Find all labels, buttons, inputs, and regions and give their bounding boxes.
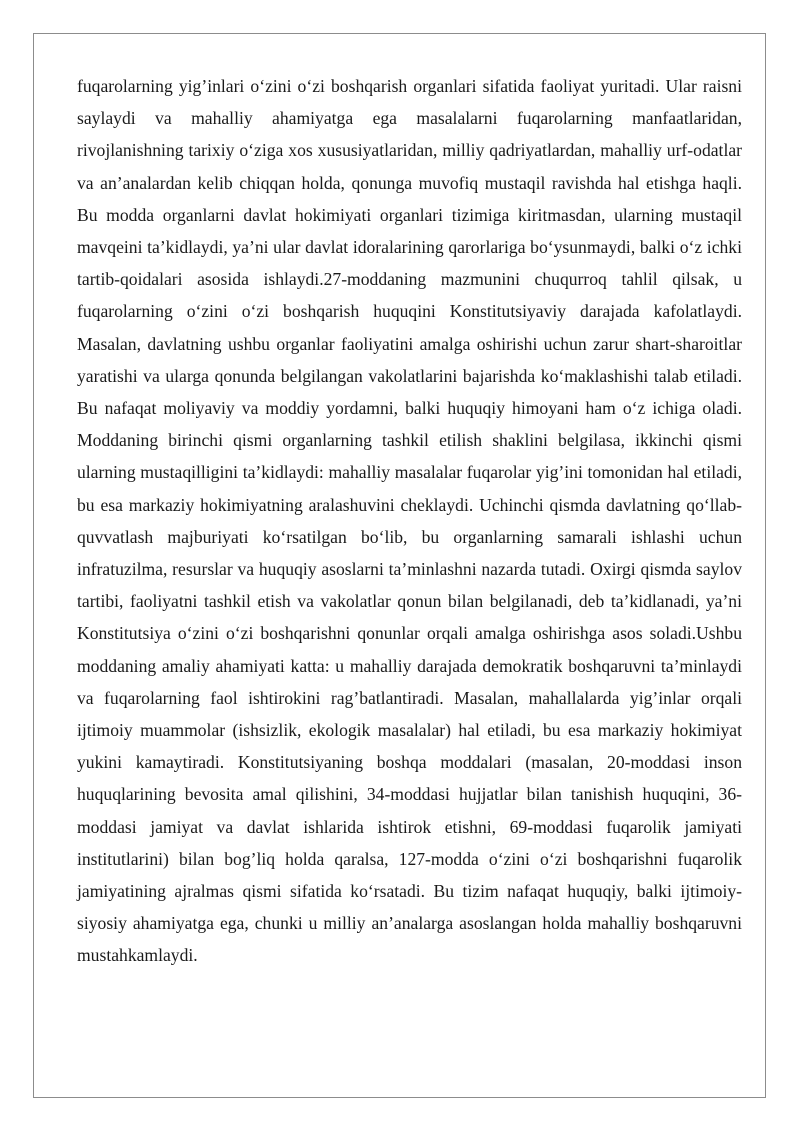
body-paragraph: fuqarolarning yig’inlari o‘zini o‘zi boshqarish organlari sifatida faoliyat yuritadi. Ular raisni saylaydi va mahalliy ahamiyatga ega masalalarni fuqarolarning manfaatlaridan, rivojlanishning tarixiy o‘ziga xos xususiyatlaridan, milliy qadriyatlardan, mahalliy urf-odatlar va an’analardan kelib chiqqan holda, qonunga muvofiq mustaqil ravishda hal etishga haqli. Bu modda organlarni davlat hokimiyati organlari tizimiga kiritmasdan, ularning mustaqil mavqeini ta’kidlaydi, ya’ni ular davlat idoralarining qarorlariga bo‘ysunmaydi, balki o‘z ichki tartib-qoidalari asosida ishlaydi.27-moddaning mazmunini chuqurroq tahlil qilsak, u fuqarolarning o‘zini o‘zi boshqarish huquqini Konstitutsiyaviy darajada kafolatlaydi. Masalan, davlatning ushbu organlar faoliyatini amalga oshirishi uchun zarur shart-sharoitlar yaratishi va ularga qonunda belgilangan vakolatlarini bajarishda ko‘maklashishi talab etiladi. Bu nafaqat moliyaviy va moddiy yordamni, balki huquqiy himoyani ham o‘z ichiga oladi. Moddaning birinchi qismi organlarning tashkil etilish shaklini belgilasa, ikkinchi qismi ularning mustaqilligini ta’kidlaydi: mahalliy masalalar fuqarolar yig’ini tomonidan hal etiladi, bu esa markaziy hokimiyatning aralashuvini cheklaydi. Uchinchi qismda davlatning qo‘llab-quvvatlash majburiyati ko‘rsatilgan bo‘lib, bu organlarning samarali ishlashi uchun infratuzilma, resurslar va huquqiy asoslarni ta’minlashni nazarda tutadi. Oxirgi qismda saylov tartibi, faoliyatni tashkil etish va vakolatlar qonun bilan belgilanadi, deb ta’kidlanadi, ya’ni Konstitutsiya o‘zini o‘zi boshqarishni qonunlar orqali amalga oshirishga asos soladi.Ushbu moddaning amaliy ahamiyati katta: u mahalliy darajada demokratik boshqaruvni ta’minlaydi va fuqarolarning faol ishtirokini rag’batlantiradi. Masalan, mahallalarda yig’inlar orqali ijtimoiy muammolar (ishsizlik, ekologik masalalar) hal etiladi, bu esa markaziy hokimiyat yukini kamaytiradi. Konstitutsiyaning boshqa moddalari (masalan, 20-moddasi inson huquqlarining bevosita amal qilishini, 34-moddasi hujjatlar bilan tanishish huquqini, 36-moddasi jamiyat va davlat ishlarida ishtirok etishni, 69-moddasi fuqarolik jamiyati institutlarini) bilan bog’liq holda qaralsa, 127-modda o‘zini o‘zi boshqarishni fuqarolik jamiyatining ajralmas qismi sifatida ko‘rsatadi. Bu tizim nafaqat huquqiy, balki ijtimoiy-siyosiy ahamiyatga ega, chunki u milliy an’analarga asoslangan holda mahalliy boshqaruvni mustahkamlaydi. [77, 76, 742, 966]
